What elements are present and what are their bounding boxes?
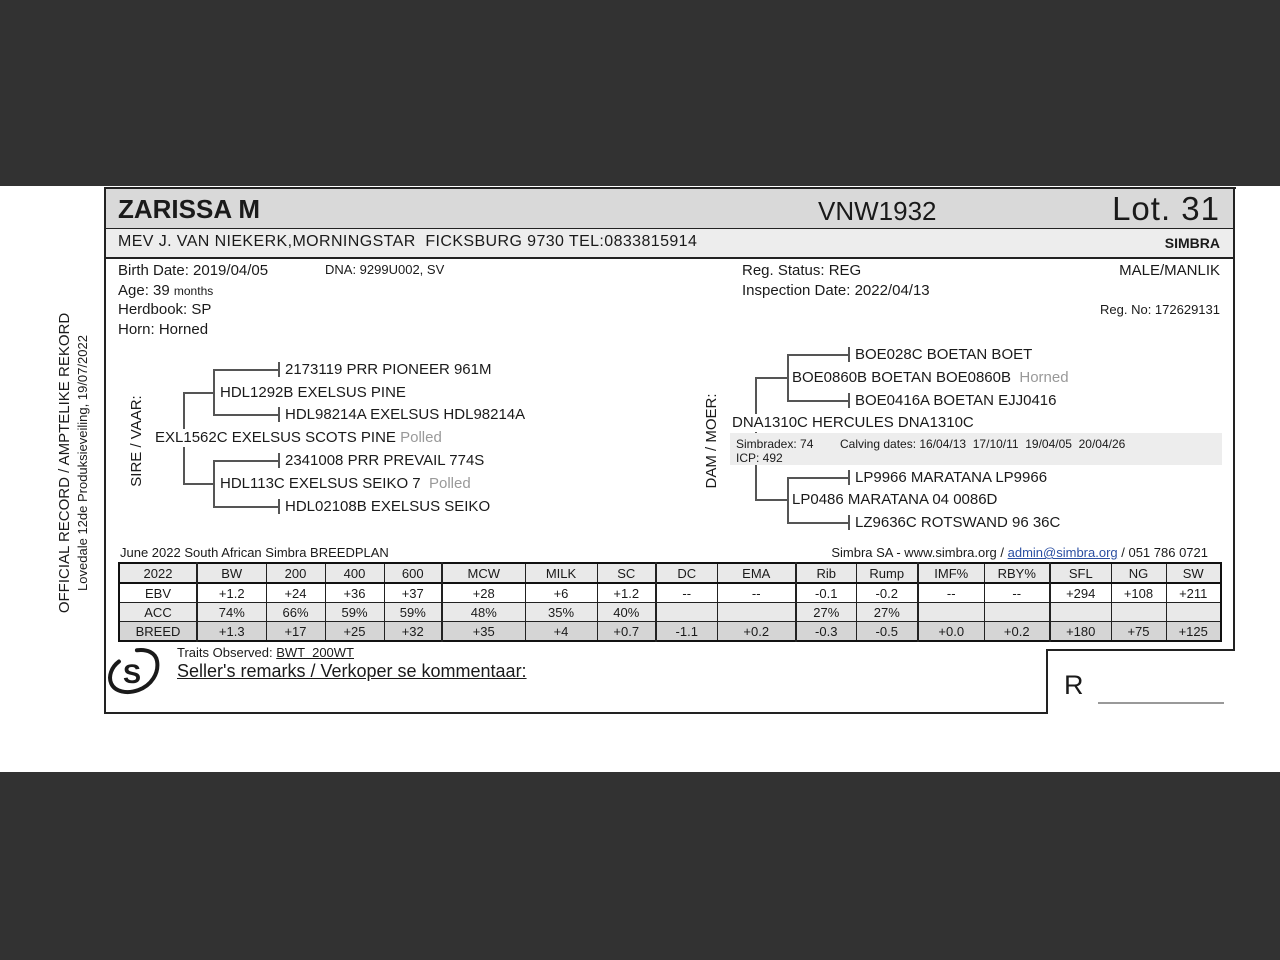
ebv-dc: -- [656, 583, 717, 603]
breed-rby: +0.2 [984, 622, 1050, 642]
top-dark-band [0, 0, 1280, 186]
inspection-date: Inspection Date: 2022/04/13 [742, 282, 930, 299]
ebv-400: +36 [325, 583, 384, 603]
sire-name-text: EXL1562C EXELSUS SCOTS PINE [155, 429, 396, 446]
ebv-rby: -- [984, 583, 1050, 603]
sire-horn-tag: Polled [400, 429, 442, 446]
traits-label: Traits Observed: [177, 645, 277, 660]
ebv-row [119, 583, 1221, 603]
ebv-sc: +1.2 [597, 583, 656, 603]
acc-ema [717, 603, 796, 622]
col-mcw: MCW [442, 563, 525, 583]
admin-email-link[interactable]: admin@simbra.org [1007, 545, 1118, 560]
age [118, 282, 213, 299]
breed-ema: +0.2 [717, 622, 796, 642]
acc-milk: 35% [525, 603, 597, 622]
col-sc: SC [597, 563, 656, 583]
pedigree-line [213, 460, 278, 462]
dam-grandsire-dam: BOE0416A BOETAN EJJ0416 [855, 392, 1057, 409]
sire-grandsire-dam: HDL98214A EXELSUS HDL98214A [285, 406, 526, 423]
breed-ng: +75 [1111, 622, 1166, 642]
contact-prefix: Simbra SA - www.simbra.org / [831, 545, 1008, 560]
breed-label: BREED [119, 622, 197, 642]
breed-sfl: +180 [1050, 622, 1111, 642]
ebv-200: +24 [266, 583, 325, 603]
horn-status: Horn: Horned [118, 321, 209, 338]
acc-bw: 74% [197, 603, 266, 622]
official-record-label: OFFICIAL RECORD / AMPTELIKE REKORD [56, 312, 73, 614]
s-swoosh-icon [104, 646, 166, 700]
breed-sw: +125 [1166, 622, 1221, 642]
pedigree-line [213, 369, 278, 371]
col-milk: MILK [525, 563, 597, 583]
col-dc: DC [656, 563, 717, 583]
dam-info-box [730, 433, 1222, 465]
acc-label: ACC [119, 603, 197, 622]
acc-600: 59% [384, 603, 442, 622]
age-unit: months [173, 284, 214, 298]
sire-granddam-sire: 2341008 PRR PREVAIL 774S [285, 452, 485, 469]
breed-row [119, 622, 1221, 642]
doc-border-step-left [1046, 649, 1048, 714]
sire-name [155, 429, 446, 447]
ebv-ng: +108 [1111, 583, 1166, 603]
sire-grandsire-sire: 2173119 PRR PIONEER 961M [285, 361, 492, 378]
reg-number: Reg. No: 172629131 [1100, 302, 1220, 317]
doc-border-step-top [1046, 649, 1235, 651]
owner-band [106, 229, 1233, 257]
col-sfl: SFL [1050, 563, 1111, 583]
pedigree-line [278, 362, 280, 377]
breed-imf: +0.0 [918, 622, 984, 642]
acc-mcw: 48% [442, 603, 525, 622]
breedplan-table-wrap [118, 562, 1222, 642]
pedigree-line [787, 354, 848, 356]
acc-rby [984, 603, 1050, 622]
sire-dam [220, 475, 471, 493]
breed-label: SIMBRA [1164, 235, 1220, 251]
pedigree-line [213, 460, 215, 508]
acc-200: 66% [266, 603, 325, 622]
ebv-mcw: +28 [442, 583, 525, 603]
acc-sfl [1050, 603, 1111, 622]
dam-granddam-sire: LP9966 MARATANA LP9966 [855, 469, 1048, 486]
ebv-imf: -- [918, 583, 984, 603]
sire-sire: HDL1292B EXELSUS PINE [220, 384, 406, 401]
reg-status: Reg. Status: REG [742, 262, 862, 279]
ebv-bw: +1.2 [197, 583, 266, 603]
pedigree-line [787, 477, 848, 479]
pedigree-line [787, 400, 848, 402]
lot-number: Lot. 31 [1112, 190, 1220, 227]
acc-imf [918, 603, 984, 622]
pedigree-line [213, 369, 215, 416]
col-rump: Rump [856, 563, 918, 583]
breedplan-table [118, 562, 1222, 642]
col-200: 200 [266, 563, 325, 583]
acc-rump: 27% [856, 603, 918, 622]
contact-suffix: / 051 786 0721 [1117, 545, 1208, 560]
pedigree-line [278, 453, 280, 468]
animal-name: ZARISSA M [118, 194, 261, 224]
pedigree-line [755, 377, 787, 379]
dam-sire [792, 369, 1069, 387]
dam-name: DNA1310C HERCULES DNA1310C [732, 414, 978, 432]
sellers-remarks-label: Seller's remarks / Verkoper se kommentaar: [177, 661, 527, 681]
owner-line: MEV J. VAN NIEKERK,MORNINGSTAR FICKSBURG 9730 TEL:0833815914 [118, 233, 698, 250]
ebv-label: EBV [119, 583, 197, 603]
breed-200: +17 [266, 622, 325, 642]
acc-sw [1166, 603, 1221, 622]
acc-sc: 40% [597, 603, 656, 622]
birth-date: Birth Date: 2019/04/05 [118, 262, 269, 279]
dam-sire-text: BOE0860B BOETAN BOE0860B [792, 369, 1012, 386]
owner-band-divider [104, 257, 1235, 259]
dam-grandsire-sire: BOE028C BOETAN BOET [855, 346, 1033, 363]
dam-section-label: DAM / MOER: [703, 393, 720, 489]
dam-sire-horn-tag: Horned [1019, 369, 1069, 386]
col-400: 400 [325, 563, 384, 583]
table-header-row [119, 563, 1221, 583]
logo-letter: S [122, 659, 142, 689]
breedplan-title: June 2022 South African Simbra BREEDPLAN [120, 545, 389, 560]
ebv-rump: -0.2 [856, 583, 918, 603]
ebv-600: +37 [384, 583, 442, 603]
pedigree-line [848, 470, 850, 485]
simbra-contact-line [831, 545, 1208, 560]
acc-dc [656, 603, 717, 622]
traits-observed [177, 645, 354, 660]
sire-section-label: SIRE / VAAR: [128, 395, 145, 487]
pedigree-line [787, 354, 789, 402]
price-currency: R [1064, 670, 1084, 700]
col-2022: 2022 [119, 563, 197, 583]
sex-label: MALE/MANLIK [1119, 262, 1220, 279]
ebv-sw: +211 [1166, 583, 1221, 603]
col-bw: BW [197, 563, 266, 583]
col-ema: EMA [717, 563, 796, 583]
breed-600: +32 [384, 622, 442, 642]
sire-dam-text: HDL113C EXELSUS SEIKO 7 [220, 475, 421, 492]
pedigree-line [278, 499, 280, 514]
breed-dc: -1.1 [656, 622, 717, 642]
breed-400: +25 [325, 622, 384, 642]
pedigree-line [755, 499, 787, 501]
col-rib: Rib [796, 563, 856, 583]
breed-bw: +1.3 [197, 622, 266, 642]
pedigree-line [787, 522, 848, 524]
acc-400: 59% [325, 603, 384, 622]
sale-event-label: Lovedale 12de Produksieveiling, 19/07/2022 [75, 335, 90, 591]
dam-dam: LP0486 MARATANA 04 0086D [792, 491, 998, 508]
price-entry-line[interactable] [1098, 702, 1224, 704]
acc-row [119, 603, 1221, 622]
ebv-rib: -0.1 [796, 583, 856, 603]
pedigree-line [787, 477, 789, 524]
breed-sc: +0.7 [597, 622, 656, 642]
pedigree-line [848, 393, 850, 408]
col-imf: IMF% [918, 563, 984, 583]
doc-border-left [104, 187, 106, 714]
acc-ng [1111, 603, 1166, 622]
pedigree-line [848, 347, 850, 362]
ebv-ema: -- [717, 583, 796, 603]
sire-dam-horn-tag: Polled [429, 475, 471, 492]
society-logo [104, 646, 166, 700]
dna-info: DNA: 9299U002, SV [325, 262, 445, 277]
pedigree-line [278, 407, 280, 422]
sire-granddam-dam: HDL02108B EXELSUS SEIKO [285, 498, 491, 515]
herdbook: Herdbook: SP [118, 301, 212, 318]
simbradex-value: Simbradex: 74 [736, 437, 814, 451]
age-main: Age: 39 [118, 282, 174, 299]
icp-value: ICP: 492 [736, 451, 783, 465]
col-rby: RBY% [984, 563, 1050, 583]
pedigree-line [213, 506, 278, 508]
animal-id: VNW1932 [818, 196, 937, 226]
dam-granddam-dam: LZ9636C ROTSWAND 96 36C [855, 514, 1061, 531]
breed-rib: -0.3 [796, 622, 856, 642]
sidebar-vertical-text [56, 263, 94, 663]
traits-value: BWT 200WT [276, 645, 354, 660]
col-600: 600 [384, 563, 442, 583]
col-ng: NG [1111, 563, 1166, 583]
pedigree-line [183, 483, 213, 485]
calving-dates: Calving dates: 16/04/13 17/10/11 19/04/05 20/04/26 [840, 437, 1126, 451]
doc-border-bottom [104, 712, 1048, 714]
bottom-dark-band [0, 772, 1280, 960]
breed-rump: -0.5 [856, 622, 918, 642]
pedigree-line [213, 414, 278, 416]
pedigree-line [848, 515, 850, 530]
breed-mcw: +35 [442, 622, 525, 642]
ebv-sfl: +294 [1050, 583, 1111, 603]
ebv-milk: +6 [525, 583, 597, 603]
title-band [106, 189, 1233, 228]
col-sw: SW [1166, 563, 1221, 583]
acc-rib: 27% [796, 603, 856, 622]
pedigree-line [183, 392, 213, 394]
breed-milk: +4 [525, 622, 597, 642]
